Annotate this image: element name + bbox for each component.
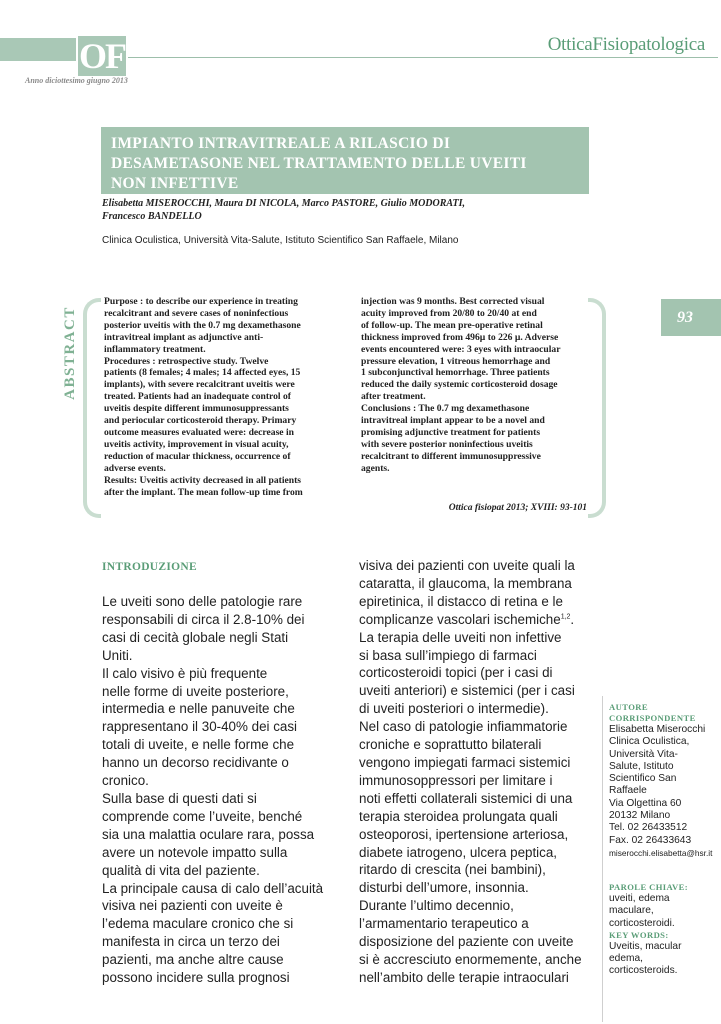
header-band	[0, 38, 76, 61]
author-email: miserocchi.elisabetta@hsr.it	[609, 847, 713, 858]
body-line: visiva dei pazienti con uveite quali la	[359, 558, 575, 573]
citation: Ottica fisiopat 2013; XVIII: 93-101	[448, 503, 587, 513]
body-line: avere un notevole impatto sulla	[102, 844, 288, 860]
keyword-line: Uveitis, macular	[609, 940, 682, 952]
abstract-line: intravitreal implant as adjunctive anti-	[104, 331, 264, 343]
article-authors	[102, 197, 542, 223]
journal-brand: OtticaFisiopatologica	[547, 34, 705, 55]
abstract-line: uveitis despite different immunosuppressants	[104, 403, 289, 415]
abstract-label: ABSTRACT	[62, 306, 78, 400]
body-line: uveiti anteriori) e sistemici (per i casi	[359, 683, 575, 699]
abstract-line: Procedures : retrospective study. Twelve	[104, 355, 269, 367]
author-line: Università Vita-	[609, 748, 678, 760]
body-line: vengono impiegati farmaci sistemici	[359, 754, 571, 770]
abstract-line: implants), with severe recalcitrant uveitis were	[104, 379, 295, 391]
section-heading: INTRODUZIONE	[102, 561, 197, 573]
abstract-line: Conclusions : The 0.7 mg dexamethasone	[361, 403, 530, 415]
author-line: 20132 Milano	[609, 810, 671, 822]
abstract-bracket-left	[83, 298, 101, 518]
reference-superscript: 1,2	[560, 613, 571, 621]
body-line: cronico.	[102, 773, 149, 789]
abstract-line: uveitis activity, improvement in visual acuity,	[104, 438, 289, 450]
body-line: Sulla base di questi dati si	[102, 790, 257, 806]
abstract-line: and periocular corticosteroid therapy. Primary	[104, 415, 297, 427]
authors-line: Elisabetta MISEROCCHI, Maura DI NICOLA, Marco PASTORE, Giulio MODORATI,	[102, 198, 466, 209]
body-line: disposizione del paziente con uveite	[359, 934, 574, 950]
body-line: La principale causa di calo dell’acuità	[102, 880, 324, 896]
body-line: totali di uveite, e nelle forme che	[102, 737, 295, 753]
keywords-en-heading: KEY WORDS:	[609, 929, 669, 940]
keywords-block	[609, 882, 719, 978]
title-line: NON INFETTIVE	[111, 175, 239, 192]
author-line: Raffaele	[609, 785, 647, 797]
issue-line: Anno diciottesimo giugno 2013	[25, 76, 128, 85]
body-line: l’armamentario terapeutico a	[359, 916, 529, 932]
abstract-line: patients (8 females; 4 males; 14 affected eyes, 15	[104, 367, 301, 379]
abstract-column-right	[361, 296, 601, 475]
keyword-line: edema,	[609, 953, 643, 965]
body-line: responsabili di circa il 2.8-10% dei	[102, 611, 305, 627]
abstract-line: thickness improved from 496µ to 226 µ. Adverse	[361, 331, 559, 343]
body-line: croniche e soprattutto bilaterali	[359, 737, 542, 753]
body-line: casi di cecità globale negli Stati	[102, 629, 289, 645]
abstract-line: after treatment.	[361, 391, 426, 403]
body-line: immunosoppressori per limitare i	[359, 772, 553, 788]
keyword-line: uveiti, edema	[609, 893, 670, 904]
body-line: terapia steroidea prolungata quali	[359, 808, 558, 824]
abstract-column-left	[104, 296, 344, 498]
body-line: intermedia e nelle panuveite che	[102, 701, 295, 717]
body-line: sia una malattia oculare rara, possa	[102, 826, 315, 842]
body-line: nelle forme di uveite posteriore,	[102, 683, 289, 699]
header-rule	[128, 57, 718, 58]
body-line: l’edema maculare cronico che si	[102, 916, 294, 932]
keywords-en	[609, 941, 719, 978]
body-line: si è accresciuto enormemente, anche	[359, 951, 582, 967]
body-line: diabete iatrogeno, ulcera peptica,	[359, 844, 558, 860]
corresponding-author	[609, 702, 719, 859]
author-address	[609, 724, 719, 847]
abstract-line: treated. Patients had an inadequate control of	[104, 391, 291, 403]
body-line: possono incidere sulla prognosi	[102, 970, 290, 986]
keyword-line: maculare,	[609, 905, 654, 917]
authors-line: Francesco BANDELLO	[102, 211, 202, 222]
author-line: Tel. 02 26433512	[609, 822, 688, 834]
body-column-right	[359, 557, 599, 987]
body-line: disturbi dell’umore, insonnia.	[359, 880, 529, 896]
abstract-line: events encountered were: 3 eyes with intraocular	[361, 343, 561, 355]
keyword-line: corticosteroids.	[609, 965, 678, 977]
author-line: Scientifico San	[609, 773, 677, 785]
abstract-line: Purpose : to describe our experience in treating	[104, 296, 298, 307]
abstract-line: injection was 9 months. Best corrected visual	[361, 296, 545, 307]
abstract-line: 1 subconjunctival hemorrhage. Three patients	[361, 367, 550, 379]
abstract-line: pressure elevation, 1 vitreous hemorrhage and	[361, 355, 551, 367]
body-line: rappresentano il 30-40% dei casi	[102, 719, 298, 735]
author-line: Fax. 02 26433643	[609, 834, 692, 846]
body-line: cataratta, il glaucoma, la membrana	[359, 575, 572, 591]
body-line: Uniti.	[102, 647, 133, 663]
abstract-line: posterior uveitis with the 0.7 mg dexamethasone	[104, 319, 301, 331]
body-line: nell’ambito delle terapie intraoculari	[359, 969, 569, 985]
article-title	[111, 134, 581, 194]
body-line: corticosteroidi topici (per i casi di	[359, 665, 553, 681]
abstract-line: agents.	[361, 462, 390, 474]
body-line: si basa sull’impiego di farmaci	[359, 647, 537, 663]
body-line: osteoporosi, ipertensione arteriosa,	[359, 826, 569, 842]
body-line: epiretinica, il distacco di retina e le	[359, 593, 563, 609]
page-number: 93	[661, 299, 721, 336]
abstract-line: intravitreal implant appear to be a novel and	[361, 415, 545, 427]
author-line: Salute, Istituto	[609, 760, 674, 772]
body-line: hanno un decorso recidivante o	[102, 755, 289, 771]
body-line: noti effetti collaterali sistemici di una	[359, 790, 573, 806]
abstract-line: reduced the daily systemic corticosteroid dosage	[361, 379, 558, 391]
body-line: comprende come l’uveite, benché	[102, 808, 303, 824]
keywords-it-heading: PAROLE CHIAVE:	[609, 882, 689, 892]
sidebar-rule	[602, 696, 603, 1022]
body-line: visiva nei pazienti con uveite è	[102, 898, 283, 914]
abstract-line: promising adjunctive treatment for patients	[361, 426, 541, 438]
author-line: Elisabetta Miserocchi	[609, 724, 706, 735]
body-line: Durante l’ultimo decennio,	[359, 898, 514, 914]
body-column-left	[102, 593, 342, 987]
body-line: qualità di vita del paziente.	[102, 862, 260, 878]
abstract-line: recalcitrant and severe cases of noninfectious	[104, 307, 289, 319]
journal-logo: OF	[79, 36, 125, 76]
abstract-line: Results: Uveitis activity decreased in all patients	[104, 474, 302, 486]
body-line: La terapia delle uveiti non infettive	[359, 629, 562, 645]
body-line: di uveiti posteriori o intermedie).	[359, 701, 549, 717]
abstract-line: reduction of macular thickness, occurrence of	[104, 450, 291, 462]
author-line: Via Olgettina 60	[609, 797, 682, 809]
abstract-line: of follow-up. The mean pre-operative retinal	[361, 319, 543, 331]
abstract-line: acuity improved from 20/80 to 20/40 at end	[361, 307, 537, 319]
body-line: ritardo di crescita (nei bambini),	[359, 862, 546, 878]
keyword-line: corticosteroidi.	[609, 917, 675, 929]
abstract-line: with severe posterior noninfectious uveitis	[361, 438, 533, 450]
abstract-line: after the implant. The mean follow-up time from	[104, 486, 303, 498]
body-line: manifesta in circa un terzo dei	[102, 934, 280, 950]
body-line: Il calo visivo è più frequente	[102, 665, 268, 681]
abstract-line: inflammatory treatment.	[104, 343, 206, 355]
article-affiliation: Clinica Oculistica, Università Vita-Salute, Istituto Scientifico San Raffaele, Milano	[102, 235, 459, 246]
author-heading: AUTORE CORRISPONDENTE	[609, 702, 696, 723]
body-line: Le uveiti sono delle patologie rare	[102, 594, 303, 609]
title-line: DESAMETASONE NEL TRATTAMENTO DELLE UVEITI	[111, 155, 527, 172]
abstract-line: recalcitrant to different immunosuppressive	[361, 450, 541, 462]
author-line: Clinica Oculistica,	[609, 736, 690, 748]
body-line: pazienti, ma anche altre cause	[102, 952, 284, 968]
body-line: Nel caso di patologie infiammatorie	[359, 719, 568, 735]
keywords-it	[609, 893, 719, 930]
abstract-line: adverse events.	[104, 462, 166, 474]
title-line: IMPIANTO INTRAVITREALE A RILASCIO DI	[111, 135, 451, 152]
body-line: complicanze vascolari ischemiche$^{1,2}$.	[359, 611, 575, 627]
abstract-line: outcome measures evaluated were: decrease in	[104, 426, 294, 438]
